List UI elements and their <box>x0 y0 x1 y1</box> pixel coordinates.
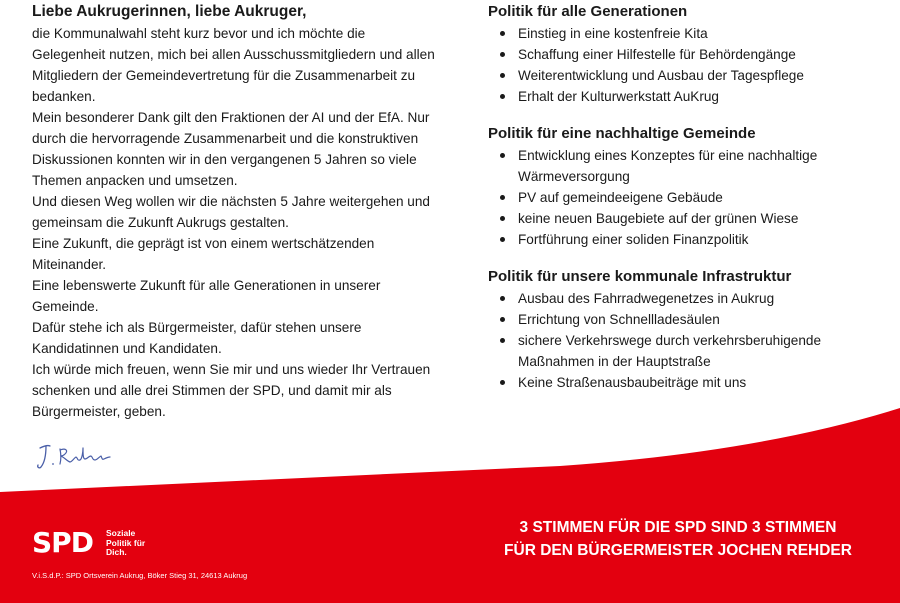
bullet-item: Schaffung einer Hilfestelle für Behördengänge <box>518 44 883 65</box>
bullet-item: Entwicklung eines Konzeptes für eine nachhaltige Wärmeversorgung <box>518 145 883 187</box>
bullet-item: sichere Verkehrswege durch verkehrsberuhigende Maßnahmen in der Hauptstraße <box>518 330 883 372</box>
slogan-line: 3 STIMMEN FÜR DIE SPD SIND 3 STIMMEN <box>519 519 837 536</box>
letter-paragraph: Mein besonderer Dank gilt den Fraktionen der AI und der EfA. Nur durch die hervorragende Zusammenarbeit und die konstruktiven Diskussionen konnten wir in den vergangenen 5 Jahren so viele Themen anpacken und umsetzen. <box>32 110 430 188</box>
bullet-item: keine neuen Baugebiete auf der grünen Wiese <box>518 208 883 229</box>
section-title: Politik für eine nachhaltige Gemeinde <box>488 125 756 142</box>
letter-paragraph: Eine Zukunft, die geprägt ist von einem wertschätzenden Miteinander. <box>32 236 375 272</box>
section-title: Politik für unsere kommunale Infrastruktur <box>488 268 792 285</box>
bullet-item: Weiterentwicklung und Ausbau der Tagespflege <box>518 65 883 86</box>
logo-tagline-line: Politik für <box>106 537 146 548</box>
policy-section-generations <box>488 2 883 107</box>
logo-tagline <box>106 529 166 558</box>
campaign-slogan <box>478 516 878 562</box>
section-title: Politik für alle Generationen <box>488 3 688 20</box>
letter-body <box>32 23 442 422</box>
logo-wordmark: SPD <box>32 526 93 559</box>
bullet-list <box>488 288 883 393</box>
letter-paragraph: die Kommunalwahl steht kurz bevor und ich möchte die Gelegenheit nutzen, mich bei allen Ausschussmitgliedern und allen Mitgliedern der Gemeindevertretung für die Zusammenarbeit zu bedanken. <box>32 26 435 104</box>
bullet-item: Fortführung einer soliden Finanzpolitik <box>518 229 883 250</box>
letter-paragraph: Ich würde mich freuen, wenn Sie mir und uns wieder Ihr Vertrauen schenken und alle drei Stimmen der SPD, und damit mir als Bürgermeister, geben. <box>32 362 431 419</box>
bullet-item: PV auf gemeindeeigene Gebäude <box>518 187 883 208</box>
handwritten-signature <box>34 440 114 472</box>
bullet-list <box>488 23 883 107</box>
bullet-item: Errichtung von Schnellladesäulen <box>518 309 883 330</box>
bullet-item: Einstieg in eine kostenfreie Kita <box>518 23 883 44</box>
logo-tagline-line: Soziale <box>106 528 136 538</box>
bullet-item: Erhalt der Kulturwerkstatt AuKrug <box>518 86 883 107</box>
bullet-item: Ausbau des Fahrradwegenetzes in Aukrug <box>518 288 883 309</box>
policy-section-sustainability <box>488 124 883 250</box>
imprint-text: V.i.S.d.P.: SPD Ortsverein Aukrug, Böker Stieg 31, 24613 Aukrug <box>32 571 248 580</box>
letter-paragraph: Und diesen Weg wollen wir die nächsten 5 Jahre weitergehen und gemeinsam die Zukunft Aukrugs gestalten. <box>32 194 430 230</box>
bullet-item: Keine Straßenausbaubeiträge mit uns <box>518 372 883 393</box>
letter-column <box>32 2 442 422</box>
letter-greeting: Liebe Aukrugerinnen, liebe Aukruger, <box>32 3 307 20</box>
policy-column <box>488 2 883 410</box>
slogan-line: FÜR DEN BÜRGERMEISTER JOCHEN REHDER <box>504 542 852 559</box>
bullet-list <box>488 145 883 250</box>
letter-paragraph: Dafür stehe ich als Bürgermeister, dafür stehen unsere Kandidatinnen und Kandidaten. <box>32 320 362 356</box>
logo-tagline-line: Dich. <box>106 547 127 557</box>
policy-section-infrastructure <box>488 267 883 393</box>
letter-paragraph: Eine lebenswerte Zukunft für alle Generationen in unserer Gemeinde. <box>32 278 381 314</box>
